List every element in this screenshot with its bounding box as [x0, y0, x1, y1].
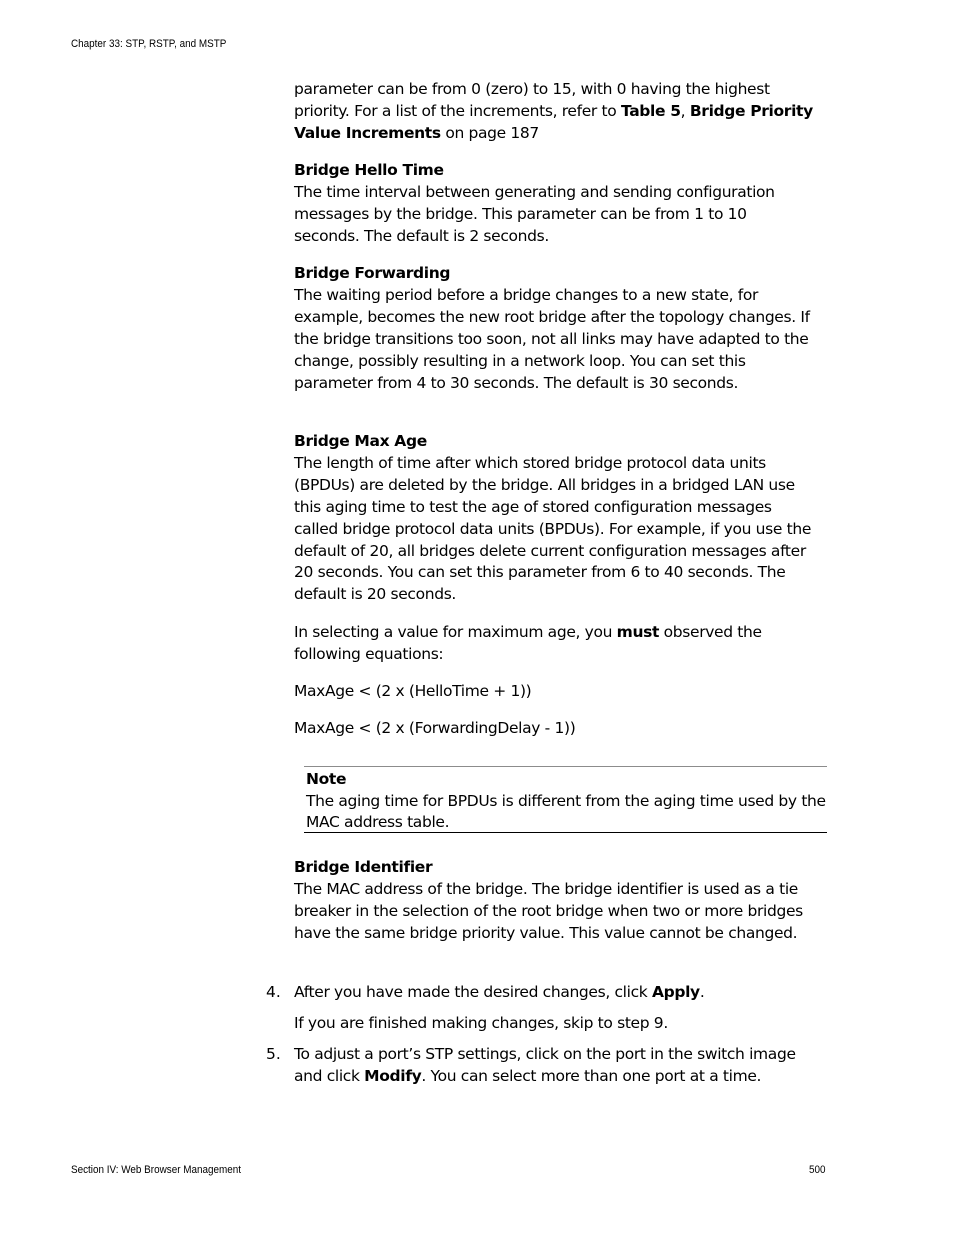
hello-time-section	[294, 160, 814, 248]
selecting-paragraph	[294, 622, 814, 666]
hello-time-title: Bridge Hello Time	[294, 161, 444, 179]
forwarding-text: The waiting period before a bridge changes to a new state, for example, becomes the new root bridge after the topology changes. If the bridge transitions too soon, not all links may have adapted to the change, possibly resulting in a network loop. You can set this parameter from 4 to 30 seconds. The default is 30 seconds.	[294, 285, 810, 392]
forwarding-section	[294, 263, 814, 394]
identifier-text: The MAC address of the bridge. The bridge identifier is used as a tie breaker in the selection of the root bridge when two or more bridges have the same bridge priority value. This value cannot be changed.	[294, 879, 803, 942]
footer-section: Section IV: Web Browser Management	[71, 1164, 242, 1176]
max-age-text: The length of time after which stored bridge protocol data units (BPDUs) are deleted by the bridge. All bridges in a bridged LAN use this aging time to test the age of stored configuration messages called bridge protocol data units (BPDUs). For example, if you use the default of 20, all bridges delete current configuration messages after 20 seconds. You can set this parameter from 6 to 40 seconds. The default is 20 seconds.	[294, 453, 812, 604]
step-4-period: .	[699, 983, 705, 1001]
apply-label: Apply	[651, 983, 700, 1001]
intro-text: parameter can be from 0 (zero) to 15, with 0 having the highest priority. For a list of the increments, refer to	[294, 80, 770, 120]
hello-time-text: The time interval between generating and sending configuration messages by the bridge. This parameter can be from 1 to 10 seconds. The default is 2 seconds.	[294, 182, 775, 245]
step-5-text-end: . You can select more than one port at a time.	[421, 1066, 762, 1085]
identifier-title: Bridge Identifier	[294, 858, 433, 876]
page-reference: on page 187	[440, 123, 539, 142]
step-4-followup: If you are finished making changes, skip to step 9.	[294, 1014, 668, 1032]
selecting-text-end: observed the following equations:	[294, 623, 762, 663]
step-4-number: 4.	[266, 983, 281, 1001]
equation-hello: MaxAge < (2 x (HelloTime + 1))	[294, 682, 532, 700]
note-title: Note	[306, 770, 347, 788]
step-4-text: After you have made the desired changes, click	[294, 983, 652, 1001]
modify-label: Modify	[364, 1066, 422, 1085]
step-5	[294, 1044, 814, 1088]
equation-forwarding: MaxAge < (2 x (ForwardingDelay - 1))	[294, 719, 576, 737]
selecting-text: In selecting a value for maximum age, you	[294, 623, 617, 641]
step-4	[294, 982, 814, 1004]
note-text: The aging time for BPDUs is different from the aging time used by the MAC address table.	[306, 791, 826, 831]
intro-separator: ,	[680, 101, 690, 120]
max-age-section	[294, 431, 814, 606]
identifier-section	[294, 857, 814, 945]
step-5-number: 5.	[266, 1045, 281, 1063]
running-head: Chapter 33: STP, RSTP, and MSTP	[71, 38, 227, 50]
table-reference: Table 5	[620, 101, 681, 120]
forwarding-title: Bridge Forwarding	[294, 264, 451, 282]
page-number: 500	[809, 1164, 826, 1176]
table-title: Bridge Priority Value Increments	[294, 101, 813, 142]
note-box	[304, 766, 827, 833]
max-age-title: Bridge Max Age	[294, 432, 427, 450]
step-5-text: To adjust a port’s STP settings, click on the port in the switch image and click	[294, 1045, 796, 1085]
must-emphasis: must	[616, 623, 660, 641]
intro-paragraph	[294, 79, 814, 145]
